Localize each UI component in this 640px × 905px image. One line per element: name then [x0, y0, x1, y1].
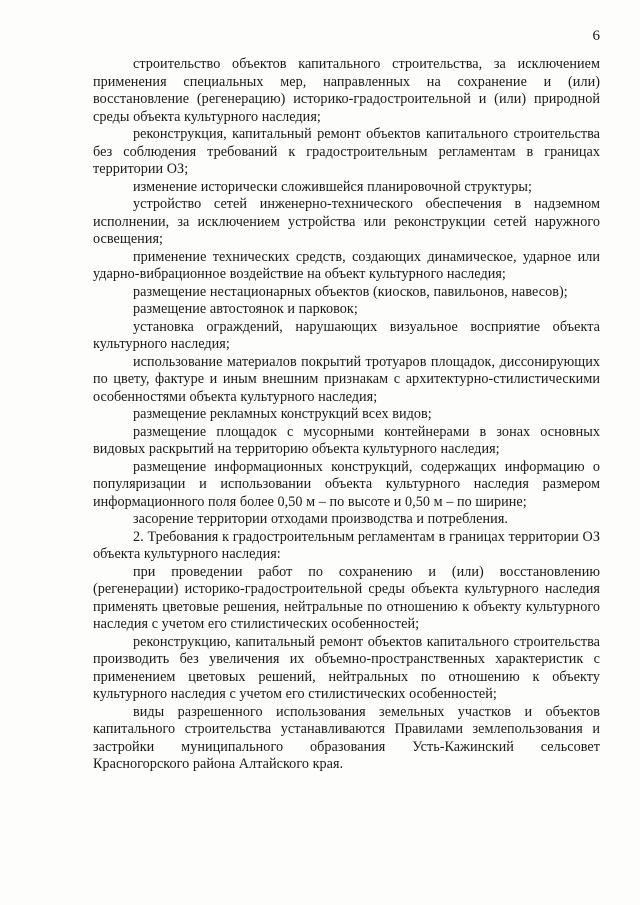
paragraph: размещение площадок с мусорными контейнерами в зонах основных видовых раскрытий на территорию объекта культурного наследия; — [93, 423, 600, 457]
paragraph: размещение рекламных конструкций всех видов; — [133, 406, 432, 422]
document-body — [93, 56, 600, 774]
paragraph: применение технических средств, создающих динамическое, ударное или ударно-вибрационное воздействие на объект культурного наследия; — [93, 248, 600, 282]
paragraph: реконструкция, капитальный ремонт объектов капитального строительства без соблюдения требований к градостроительным регламентам в границах территории ОЗ; — [93, 126, 600, 177]
paragraph: размещение автостоянок и парковок; — [133, 301, 358, 317]
paragraph: использование материалов покрытий тротуаров площадок, диссонирующих по цвету, фактуре и иным внешним признакам с архитектурно-стилистическими особенностями объекта культурного наследия; — [93, 353, 600, 405]
page-number: 6 — [592, 28, 600, 44]
paragraph: размещение нестационарных объектов (киосков, павильонов, навесов); — [133, 283, 568, 300]
paragraph: реконструкцию, капитальный ремонт объектов капитального строительства производить без увеличения их объемно-пространственных характеристик с применением цветовых решений, нейтральных по отношению к объекту культурного наследия с учетом его стилистических особенностей; — [93, 633, 600, 702]
paragraph: устройство сетей инженерно-технического обеспечения в надземном исполнении, за исключением устройства или реконструкции сетей наружного освещения; — [93, 196, 600, 247]
paragraph: изменение исторически сложившейся планировочной структуры; — [133, 178, 532, 195]
section-heading: 2. Требования к градостроительным регламентам в границах территории ОЗ объекта культурного наследия: — [93, 528, 600, 562]
paragraph: установка ограждений, нарушающих визуальное восприятие объекта культурного наследия; — [93, 318, 600, 352]
paragraph: строительство объектов капитального строительства, за исключением применения специальных мер, направленных на сохранение и (или) восстановление (регенерацию) историко-градостроительной и (или) природной среды объекта культурного наследия; — [93, 56, 600, 125]
paragraph: засорение территории отходами производства и потребления. — [133, 511, 508, 527]
paragraph: при проведении работ по сохранению и (или) восстановлению (регенерации) историко-градостроительной среды объекта культурного наследия применять цветовые решения, нейтральные по отношению к объекту культурного наследия с учетом его стилистических особенностей; — [93, 563, 600, 632]
paragraph: размещение информационных конструкций, содержащих информацию о популяризации и использовании объекта культурного наследия размером информационного поля более 0,50 м – по высоте и 0,50 м – по ширине; — [93, 458, 600, 510]
paragraph: виды разрешенного использования земельных участков и объектов капитального строительства устанавливаются Правилами землепользования и застройки муниципального образования Усть-Кажинский сельсовет Красногорского района Алтайского края. — [93, 703, 600, 772]
